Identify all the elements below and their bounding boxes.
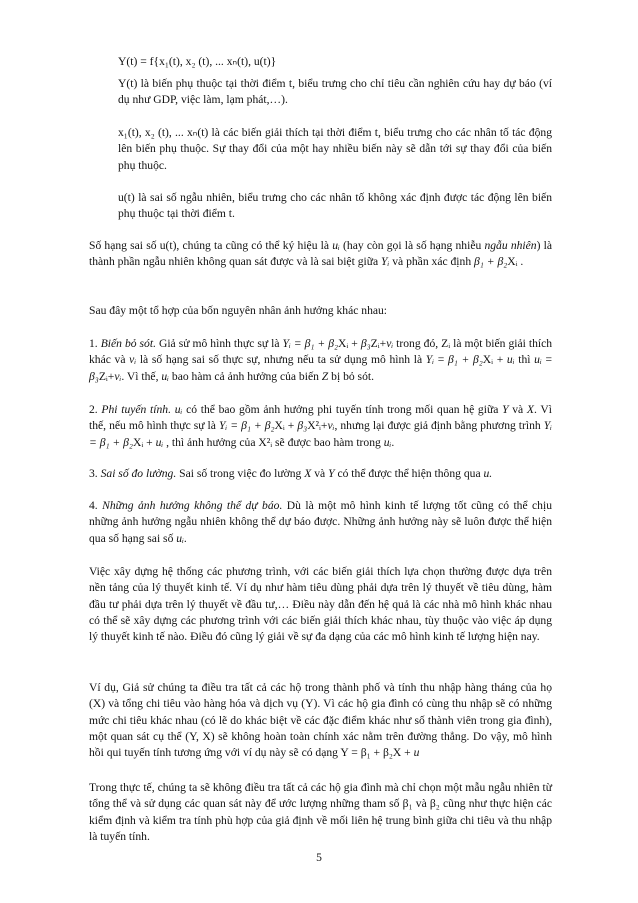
paragraph-example: Ví dụ, Giả sử chúng ta điều tra tất cả các hộ trong thành phố và tính thu nhập hàng tháng của họ (X) và tổng chi tiêu vào hàng hóa và dịch vụ (Y). Vì các hộ gia đình có cùng thu nhập sẽ có những mức chi tiêu khác nhau (có lẽ do khác biệt về các đặc điểm khác như số thành viên trong gia đình), một quan sát cụ thể (Y, X) sẽ không hoàn toàn chính xác nằm trên đường thẳng. Do vậy, mô hình hồi qui tuyến tính tương ứng với ví dụ này sẽ có dạng Y = β₁ + β₂X + u — [89, 681, 552, 760]
cause-item-measurement-error: 3. Sai số đo lường. Sai số trong việc đo lường X và Y có thể được thể hiện thông qua u. — [89, 467, 493, 480]
cause-title: Sai số đo lường. — [100, 467, 177, 480]
cause-item-nonlinearity: 2. Phi tuyến tính. uᵢ có thể bao gồm ảnh hưởng phi tuyến tính trong mối quan hệ giữa Y và X. Vì thế, nếu mô hình thực sự là Yᵢ = β₁ + β₂Xᵢ + β₃X²ᵢ+vᵢ, nhưng lại được giả định bằng phương trình Yᵢ = β₁ + β₂Xᵢ + uᵢ , thì ảnh hưởng của X²ᵢ sẽ được bao hàm trong uᵢ. — [89, 403, 553, 449]
paragraph-equation-system: Việc xây dựng hệ thống các phương trình, với các biến giải thích lựa chọn thường được dựa trên nền tảng của lý thuyết kinh tế. Ví dụ như hàm tiêu dùng phải dựa trên lý thuyết về tiêu dùng, hàm đầu tư phải dựa trên lý thuyết về đầu tư,… Điều này dẫn đến hệ quả là các nhà mô hình khác nhau có thể sẽ xây dựng các phương trình với các biến giải thích khác nhau, tùy thuộc vào việc áp dụng lý thuyết kinh tế nào. Điều đó cũng lý giải về sự đa dạng của các mô hình kinh tế lượng hiện nay. — [89, 565, 552, 644]
page-number: 5 — [316, 851, 322, 864]
paragraph-causes-intro: Sau đây một tổ hợp của bốn nguyên nhân ảnh hưởng khác nhau: — [89, 304, 388, 317]
cause-item-omitted-variable: 1. Biến bỏ sót. Giả sử mô hình thực sự là Yᵢ = β₁ + β₂Xᵢ + β₃Zᵢ+vᵢ trong đó, Zᵢ là một biến giải thích khác và vᵢ là số hạng sai số thực sự, nhưng nếu ta sử dụng mô hình là Yᵢ = β₁ + β₂Xᵢ + uᵢ thì uᵢ = β₃Zᵢ+vᵢ. Vì thế, uᵢ bao hàm cả ảnh hưởng của biến Z bị bỏ sót. — [89, 337, 553, 383]
cause-title: Phi tuyến tính. — [101, 403, 171, 416]
definition-x: x₁(t), x₂ (t), ... xₙ(t) là các biến giải thích tại thời điểm t, biểu trưng cho các nhân tố tác động lên biến phụ thuộc. Sự thay đổi của một hay nhiều biến này sẽ dẫn tới sự thay đổi của biến phụ thuộc. — [118, 126, 552, 172]
paragraph-practice: Trong thực tế, chúng ta sẽ không điều tra tất cả các hộ gia đình mà chỉ chọn một mẫu ngẫu nhiên từ tổng thể và sử dụng các quan sát này để ước lượng những tham số β₁ và β₂ cũng như thực hiện các kiểm định và kiểm tra tính phù hợp của giả định về mối liên hệ trung bình giữa chi tiêu và thu nhập là tuyến tính. — [89, 781, 552, 843]
model-formula: Y(t) = f{x₁(t), x₂ (t), ... xₙ(t), u(t)} — [118, 54, 277, 68]
paragraph-error-term: Số hạng sai số u(t), chúng ta cũng có thể ký hiệu là uᵢ (hay còn gọi là số hạng nhiễu ngẫu nhiên) là thành phần ngẫu nhiên không quan sát được và là sai biệt giữa Yᵢ và phần xác định β₁ + β₂Xᵢ . — [89, 239, 553, 269]
cause-title: Những ảnh hưởng không thể dự báo. — [102, 499, 283, 512]
definition-y: Y(t) là biến phụ thuộc tại thời điểm t, biểu trưng cho chỉ tiêu cần nghiên cứu hay dự báo (ví dụ như GDP, việc làm, lạm phát,…). — [118, 77, 552, 107]
cause-item-unpredictable: 4. Những ảnh hưởng không thể dự báo. Dù là một mô hình kinh tế lượng tốt cũng có thể chịu những ảnh hưởng ngẫu nhiên không thể dự báo được. Những ảnh hưởng này sẽ luôn được thể hiện qua số hạng sai số uᵢ. — [89, 499, 552, 545]
cause-title: Biến bỏ sót. — [100, 337, 156, 350]
definition-u: u(t) là sai số ngẫu nhiên, biểu trưng cho các nhân tố không xác định được tác động lên biến phụ thuộc tại thời điểm t. — [118, 191, 552, 221]
